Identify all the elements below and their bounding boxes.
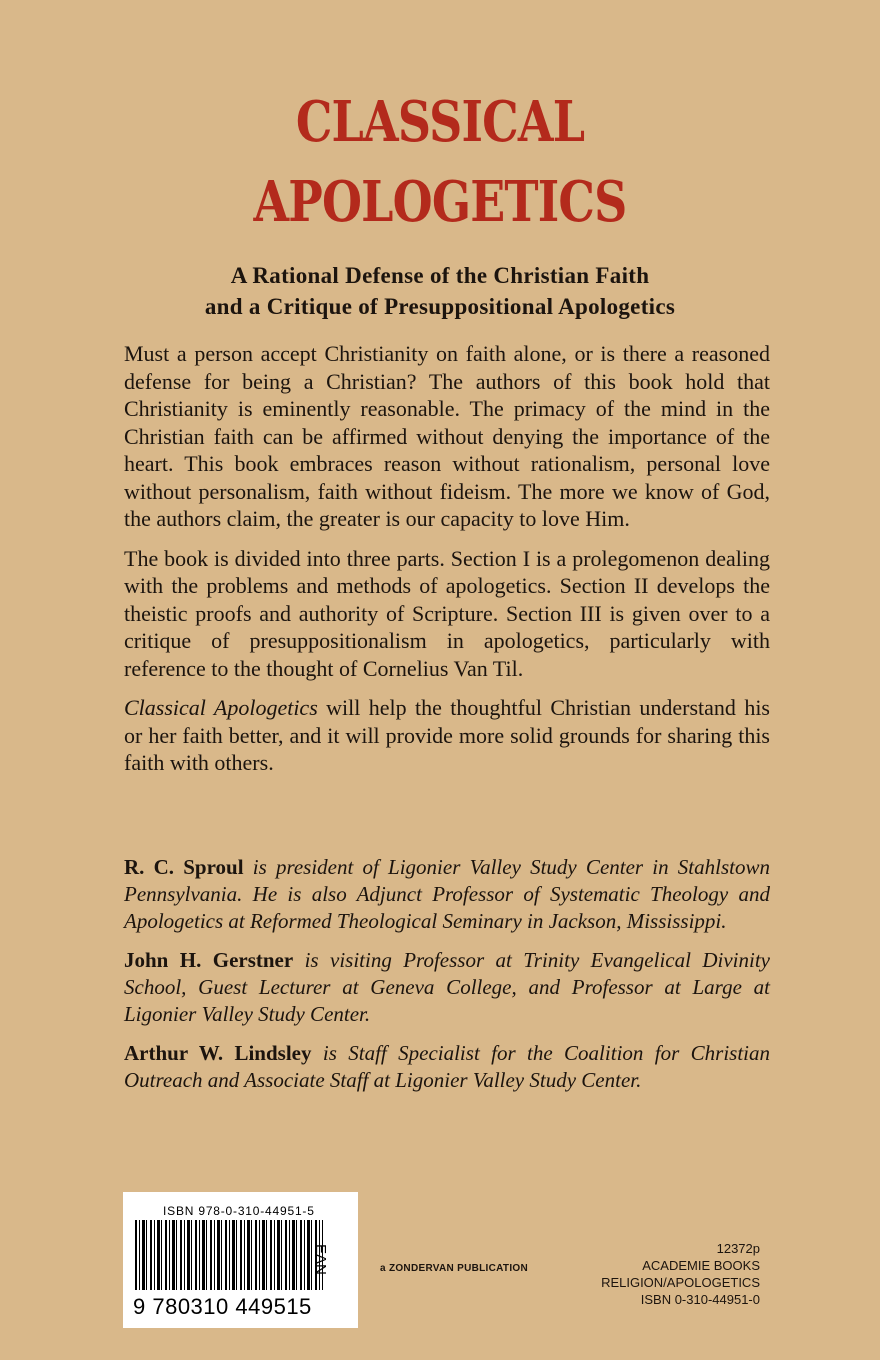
publisher-label: a ZONDERVAN PUBLICATION [380,1263,529,1274]
author-bio-text: is president of Ligonier Valley Study Center in Stahlstown Pennsylvania. He is also Adjunct Professor of Systematic Theology and Apologetics at Reformed Theological Seminary in Jackson, Mississippi. [124,855,770,933]
author-bio [124,947,770,1028]
subtitle-line-2: and a Critique of Presuppositional Apologetics [204,294,676,319]
author-bio [124,1040,770,1094]
barcode-panel [123,1192,358,1328]
barcode-isbn: ISBN 978-0-310-44951-5 [163,1204,315,1218]
author-bio [124,854,770,935]
barcode-bars [135,1220,323,1290]
description-paragraph-1: Must a person accept Christianity on faith alone, or is there a reasoned defense for being a Christian? The authors of this book hold that Christianity is eminently reasonable. The primacy of the mind in the Christian faith can be affirmed without denying the importance of the heart. This book embraces reason without rationalism, personal love without personalism, faith without fideism. The more we know of God, the authors claim, the greater is our capacity to love Him. [124,341,770,531]
author-name: R. C. Sproul [124,855,244,879]
description-paragraph-2: The book is divided into three parts. Section I is a prolegomenon dealing with the problems and methods of apologetics. Section II develops the theistic proofs and authority of Scripture. Section III is given over to a critique of presuppositionalism in apologetics, particularly with reference to the thought of Cornelius Van Til. [124,545,770,681]
imprint: ACADEMIE BOOKS [642,1258,760,1273]
book-subtitle [0,260,880,322]
barcode-number: 9 780310 449515 [133,1294,312,1319]
author-bio-text: is Staff Specialist for the Coalition for Christian Outreach and Associate Staff at Ligonier Valley Study Center. [124,1041,771,1092]
author-name: John H. Gerstner [124,948,294,972]
description-paragraph-3-text: will help the thoughtful Christian understand his or her faith better, and it will provide more solid grounds for sharing this faith with others. [124,695,770,775]
title-line-1: CLASSICAL [295,89,585,155]
author-name: Arthur W. Lindsley [124,1041,312,1065]
author-bios [124,854,770,1106]
book-title [79,82,801,242]
ean-label: EAN [312,1244,329,1275]
description [124,340,770,789]
book-title-italic: Classical Apologetics [124,695,318,720]
book-code: 12372p [716,1241,760,1256]
book-info [601,1240,760,1308]
isbn-short: ISBN 0-310-44951-0 [640,1292,760,1307]
title-line-2: APOLOGETICS [253,169,627,235]
subtitle-line-1: A Rational Defense of the Christian Faith [230,263,650,288]
author-bio-text: is visiting Professor at Trinity Evangelical Divinity School, Guest Lecturer at Geneva College, and Professor at Large at Ligonier Valley Study Center. [124,948,770,1026]
category: RELIGION/APOLOGETICS [601,1275,760,1290]
description-paragraph-3 [124,694,770,777]
